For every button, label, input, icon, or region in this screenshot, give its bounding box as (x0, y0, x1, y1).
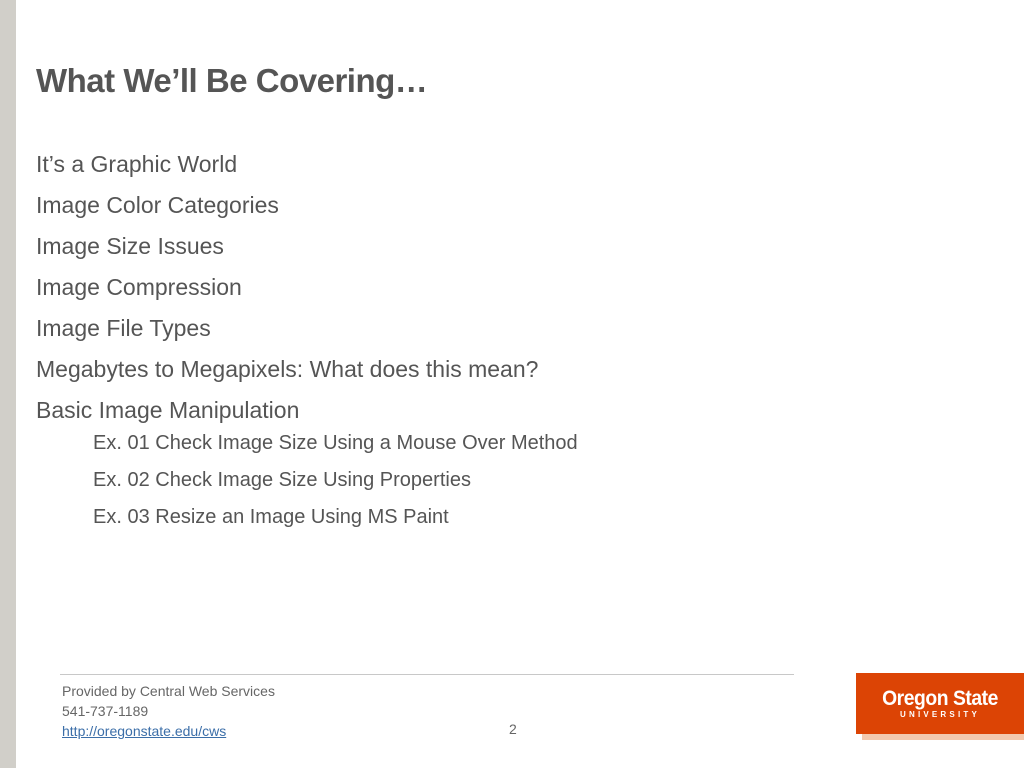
bullet-item: Megabytes to Megapixels: What does this mean? (36, 356, 539, 382)
bullet-list (36, 146, 936, 539)
slide-title: What We’ll Be Covering… (36, 62, 428, 99)
left-accent-bar (0, 0, 16, 768)
footer-divider (60, 674, 794, 675)
footer-provider: Provided by Central Web Services (62, 683, 275, 699)
page-number: 2 (509, 721, 517, 737)
oregon-state-logo (856, 673, 1024, 734)
bullet-item: Image Color Categories (36, 192, 279, 218)
sub-bullet-item: Ex. 01 Check Image Size Using a Mouse Over Method (93, 432, 578, 454)
footer-link[interactable]: http://oregonstate.edu/cws (62, 723, 227, 739)
sub-bullet-item: Ex. 03 Resize an Image Using MS Paint (93, 506, 449, 528)
bullet-item: Basic Image Manipulation (36, 397, 300, 423)
bullet-item: Image Compression (36, 274, 242, 300)
footer-phone: 541-737-1189 (62, 703, 149, 719)
bullet-item: Image File Types (36, 315, 211, 341)
bullet-item: Image Size Issues (36, 233, 224, 259)
logo-sub-text: UNIVERSITY (899, 710, 980, 719)
bullet-item: It’s a Graphic World (36, 151, 238, 177)
sub-bullet-item: Ex. 02 Check Image Size Using Properties (93, 469, 471, 491)
footer-info (62, 681, 275, 741)
logo-main-text: Oregon State (882, 687, 998, 710)
